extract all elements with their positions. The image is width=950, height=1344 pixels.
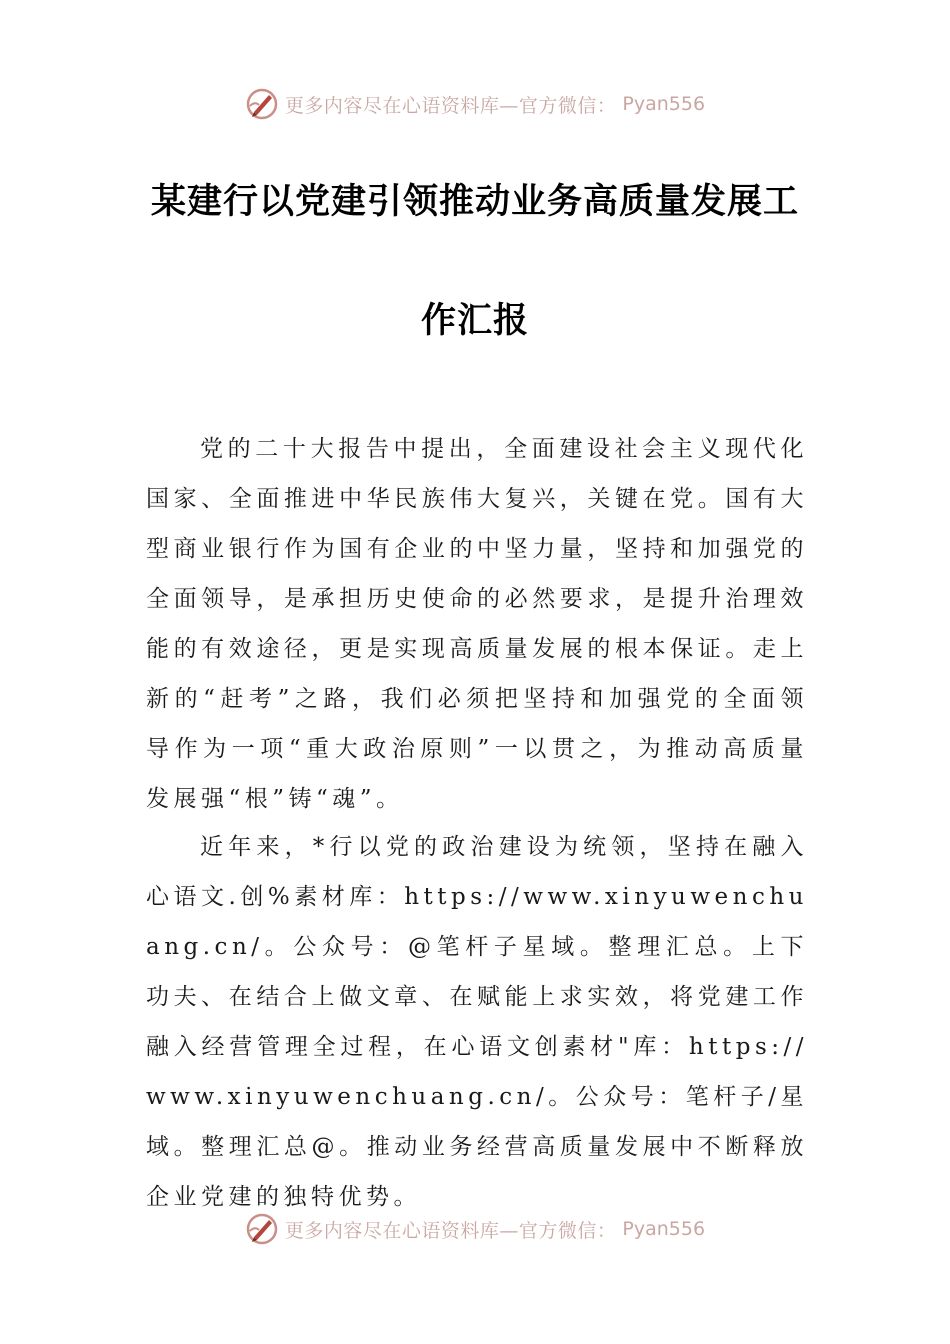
watermark-footer <box>0 1209 950 1249</box>
watermark-wechat-id: Pyan556 <box>622 1218 706 1240</box>
pen-logo-icon <box>245 1212 279 1246</box>
watermark-text: 更多内容尽在心语资料库—官方微信： <box>284 1219 617 1242</box>
document-title-line-2: 作汇报 <box>420 301 529 341</box>
watermark-header <box>0 84 950 124</box>
paragraph-2: 近年来，*行以党的政治建设为统领，坚持在融入心语文.创%素材库：https://www.xinyuwenchuang.cn/。公众号：@笔杆子星域。整理汇总。上下功夫、在结合上做文章、在赋能上求实效，将党建工作融入经营管理全过程，在心语文创素材"库：https://www.xinyuwenchuang.cn/。公众号：笔杆子/星域。整理汇总@。推动业务经营高质量发展中不断释放企业党建的独特优势。 <box>146 834 808 1210</box>
document-title-line-1: 某建行以党建引领推动业务高质量发展工 <box>150 182 799 222</box>
paragraph-1: 党的二十大报告中提出，全面建设社会主义现代化国家、全面推进中华民族伟大复兴，关键在党。国有大型商业银行作为国有企业的中坚力量，坚持和加强党的全面领导，是承担历史使命的必然要求，是提升治理效能的有效途径，更是实现高质量发展的根本保证。走上新的“赶考”之路，我们必须把坚持和加强党的全面领导作为一项“重大政治原则”一以贯之，为推动高质量发展强“根”铸“魂”。 <box>146 436 808 812</box>
watermark-text: 更多内容尽在心语资料库—官方微信： <box>284 94 617 117</box>
watermark-wechat-id: Pyan556 <box>622 93 706 115</box>
pen-logo-icon <box>245 87 279 121</box>
